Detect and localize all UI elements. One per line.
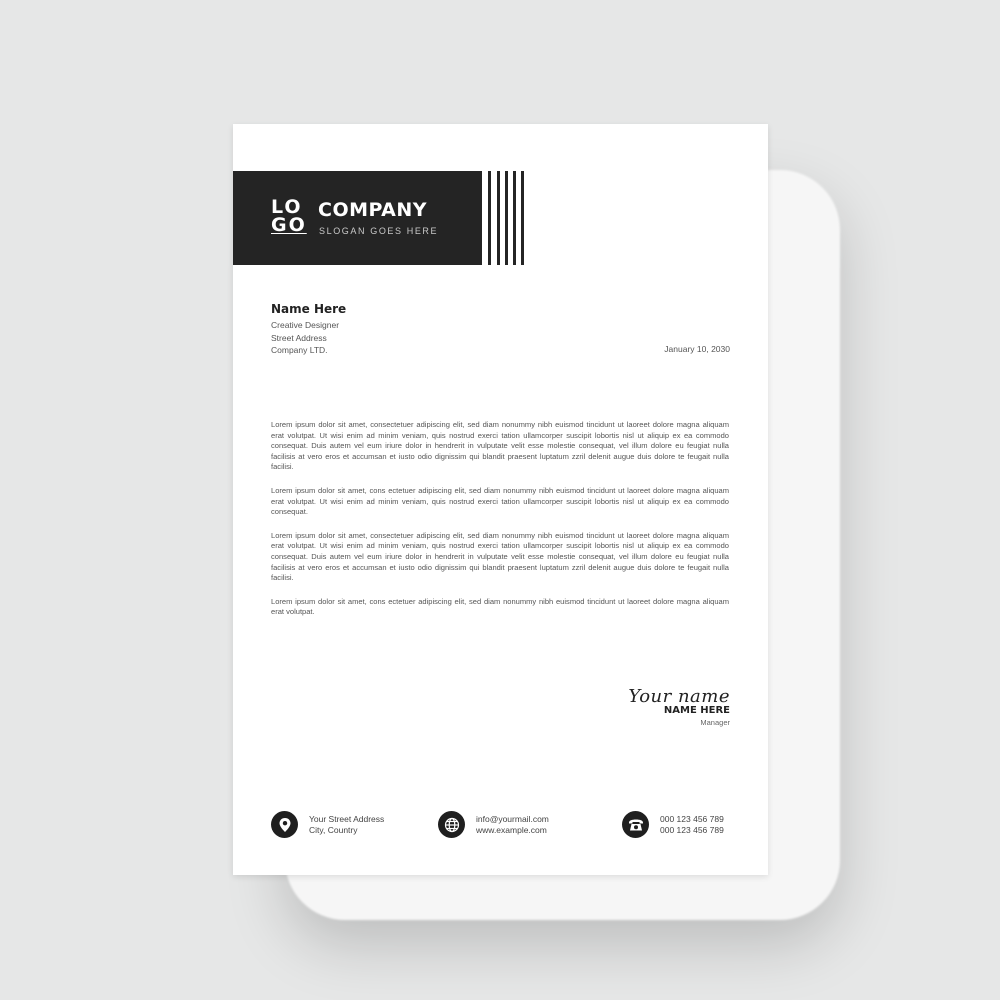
letter-date: January 10, 2030 bbox=[664, 344, 730, 354]
stripe bbox=[497, 171, 500, 265]
address-line-1: Your Street Address bbox=[309, 814, 385, 824]
stripe bbox=[505, 171, 508, 265]
body-paragraph: Lorem ipsum dolor sit amet, consectetuer adipiscing elit, sed diam nonummy nibh euismod tincidunt ut laoreet dolore magna aliquam erat volutpat. Ut wisi enim ad minim veniam, quis nostrud exerci tation ullamcorper suscipit lobortis nisl ut aliquip ex ea commodo consequat. Duis autem vel eum iriure dolor in hendrerit in vulputate velit esse molestie consequat, vel illum dolore eu feugiat nulla facilisis at vero eros et accumsan et iusto odio dignissim qui blandit praesent luptatum zzril delenit augue duis dolore te feugait nulla facilisi. bbox=[271, 420, 729, 472]
phone-line-1: 000 123 456 789 bbox=[660, 814, 724, 824]
address-line-2: City, Country bbox=[309, 825, 358, 835]
location-pin-icon bbox=[271, 811, 298, 838]
sender-street: Street Address bbox=[271, 332, 327, 343]
signature-script: Your name bbox=[628, 686, 730, 707]
signature-block bbox=[628, 686, 730, 727]
signatory-name: NAME HERE bbox=[663, 705, 730, 716]
sender-name: Name Here bbox=[271, 302, 347, 316]
contact-phone-text bbox=[660, 814, 724, 836]
body-paragraph: Lorem ipsum dolor sit amet, cons ectetuer adipiscing elit, sed diam nonummy nibh euismod tincidunt ut laoreet dolore magna aliquam erat volutpat. bbox=[271, 596, 729, 617]
body-paragraph: Lorem ipsum dolor sit amet, consectetuer adipiscing elit, sed diam nonummy nibh euismod tincidunt ut laoreet dolore magna aliquam erat volutpat. Ut wisi enim ad minim veniam, quis nostrud exerci tation ullamcorper suscipit lobortis nisl ut aliquip ex ea commodo consequat. Duis autem vel eum iriure dolor in hendrerit in vulputate velit esse molestie consequat, vel illum dolore eu feugiat nulla facilisis at vero eros et accumsan et iusto odio dignissim qui blandit praesent luptatum zzril delenit augue duis dolore te feugait nulla facilisi. bbox=[271, 530, 729, 583]
telephone-icon bbox=[622, 811, 649, 838]
email-text[interactable]: info@yourmail.com bbox=[476, 814, 549, 824]
contact-address bbox=[271, 810, 411, 840]
company-name: COMPANY bbox=[318, 199, 428, 221]
header-stripes bbox=[488, 171, 528, 265]
sender-company: Company LTD. bbox=[271, 345, 328, 355]
contact-address-text bbox=[309, 814, 384, 836]
stripe bbox=[513, 171, 516, 265]
contact-web-text bbox=[476, 814, 549, 836]
company-slogan: SLOGAN GOES HERE bbox=[319, 226, 439, 236]
signatory-role: Manager bbox=[700, 718, 730, 727]
letterhead-sheet bbox=[233, 124, 768, 875]
contact-phone bbox=[622, 810, 730, 840]
logo-line-1: LO bbox=[271, 196, 303, 218]
website-text[interactable]: www.example.com bbox=[476, 825, 547, 835]
letter-body bbox=[271, 420, 729, 631]
logo-line-2: GO bbox=[271, 214, 307, 236]
stripe bbox=[521, 171, 524, 265]
globe-icon bbox=[438, 811, 465, 838]
header-logo-band bbox=[233, 171, 482, 265]
phone-line-2: 000 123 456 789 bbox=[660, 825, 724, 835]
logo-mark bbox=[271, 198, 307, 238]
stripe bbox=[488, 171, 491, 265]
contact-web bbox=[438, 810, 578, 840]
sender-title: Creative Designer bbox=[271, 320, 340, 330]
footer-contacts bbox=[271, 810, 730, 840]
sender-block bbox=[271, 302, 346, 357]
body-paragraph: Lorem ipsum dolor sit amet, cons ectetuer adipiscing elit, sed diam nonummy nibh euismod tincidunt ut laoreet dolore magna aliquam erat volutpat. Ut wisi enim ad minim veniam, quis nostrud exerci tation ullamcorper suscipit lobortis nisl ut aliquip ex ea commodo consequat. bbox=[271, 485, 729, 517]
